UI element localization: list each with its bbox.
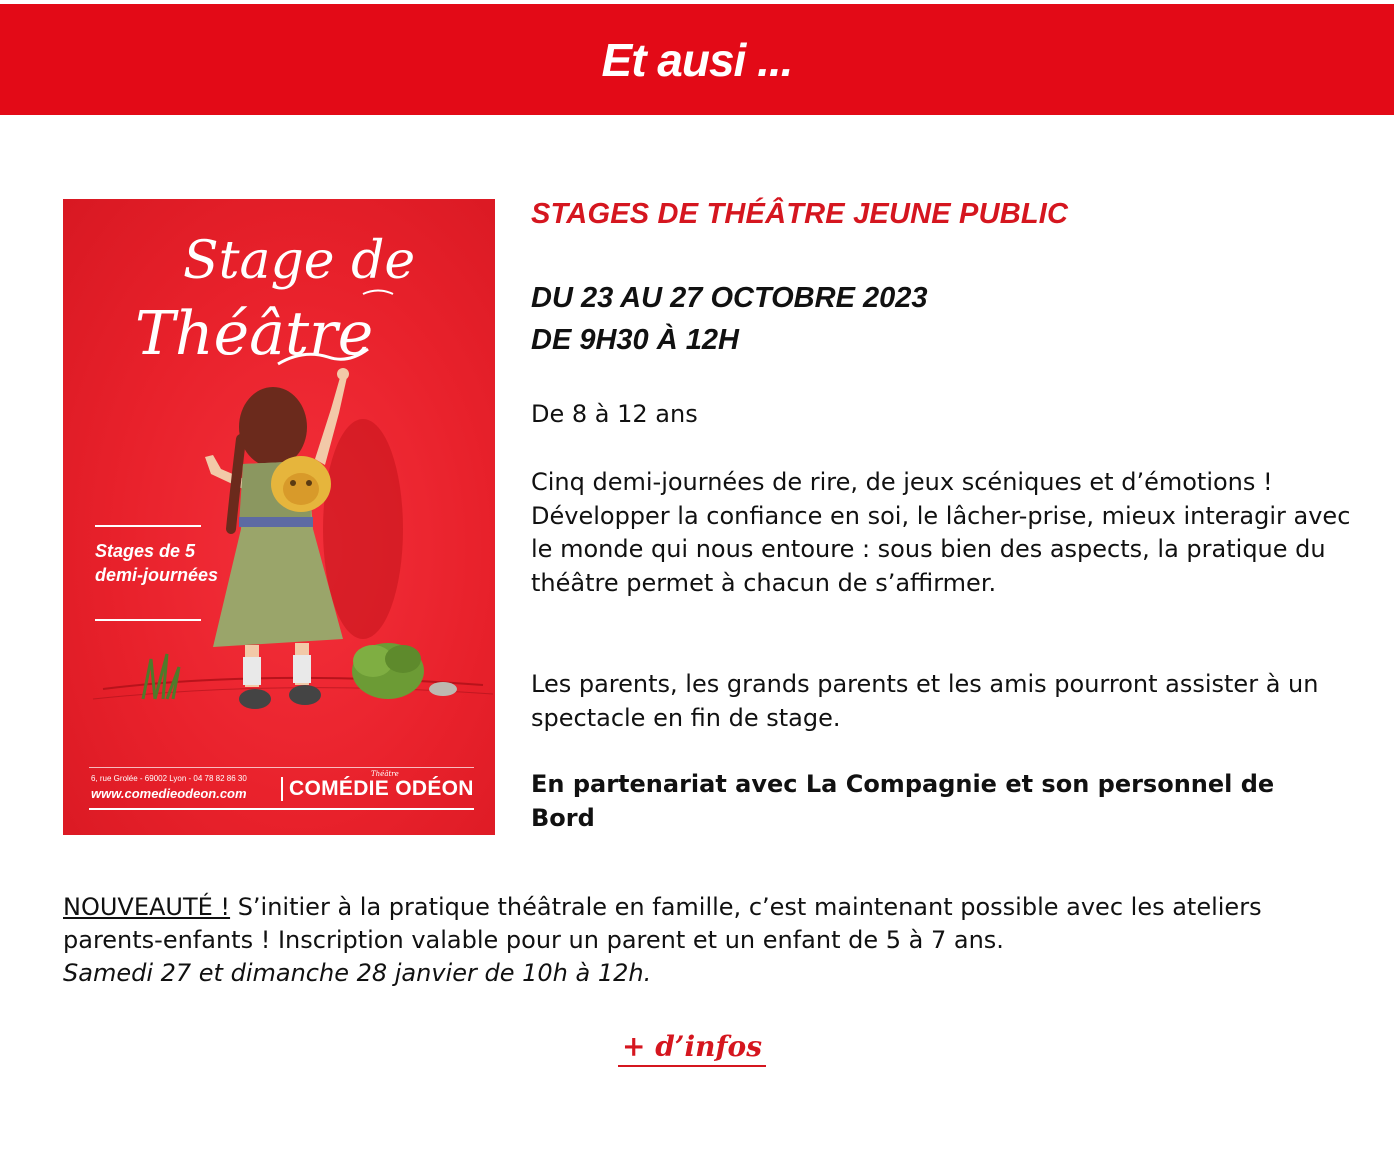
news-text: S’initier à la pratique théâtrale en famille, c’est maintenant possible avec les ateliers parents-enfants ! Inscription valable pour un parent et un enfant de 5 à 7 ans. (63, 893, 1262, 954)
poster-url: www.comedieodeon.com (91, 786, 247, 801)
poster-brand: COMÉDIE ODÉON (281, 777, 474, 801)
news-label: NOUVEAUTÉ ! (63, 893, 231, 921)
event-poster[interactable] (63, 199, 495, 835)
poster-title-line1: Stage de (183, 231, 416, 291)
banner-title: Et ausi ... (601, 33, 793, 86)
event-description: Cinq demi-journées de rire, de jeux scéniques et d’émotions ! Développer la confiance en soi, le lâcher-prise, mieux interagir avec le monde qui nous entoure : sous bien des aspects, la pratique du théâtre permet à chacun de s’affirmer. (531, 468, 1351, 597)
event-details (531, 198, 1351, 832)
header-banner (0, 4, 1394, 115)
poster-divider (95, 525, 201, 527)
poster-illustration-icon (63, 199, 495, 835)
poster-subtitle: Stages de 5 demi-journées (95, 541, 219, 585)
more-info-link[interactable]: + d’infos (618, 1030, 766, 1067)
event-title: STAGES DE THÉÂTRE JEUNE PUBLIC (531, 198, 1069, 230)
event-dates: DU 23 AU 27 OCTOBRE 2023 (531, 282, 928, 314)
event-schedule (531, 277, 927, 361)
poster-address: 6, rue Grolée - 69002 Lyon - 04 78 82 86 30 (91, 774, 247, 783)
news-date: Samedi 27 et dimanche 28 janvier de 10h à 12h. (63, 959, 652, 987)
poster-divider (95, 619, 201, 621)
event-age: De 8 à 12 ans (531, 400, 698, 428)
event-partnership: En partenariat avec La Compagnie et son personnel de Bord (531, 770, 1275, 832)
poster-theatre-label: Théâtre (371, 770, 399, 778)
poster-footer (89, 767, 474, 810)
event-hours: DE 9H30 À 12H (531, 324, 739, 356)
event-parents: Les parents, les grands parents et les amis pourront assister à un spectacle en fin de stage. (531, 670, 1319, 732)
poster-title-line2: Théâtre (135, 299, 374, 369)
news-paragraph (63, 891, 1353, 990)
